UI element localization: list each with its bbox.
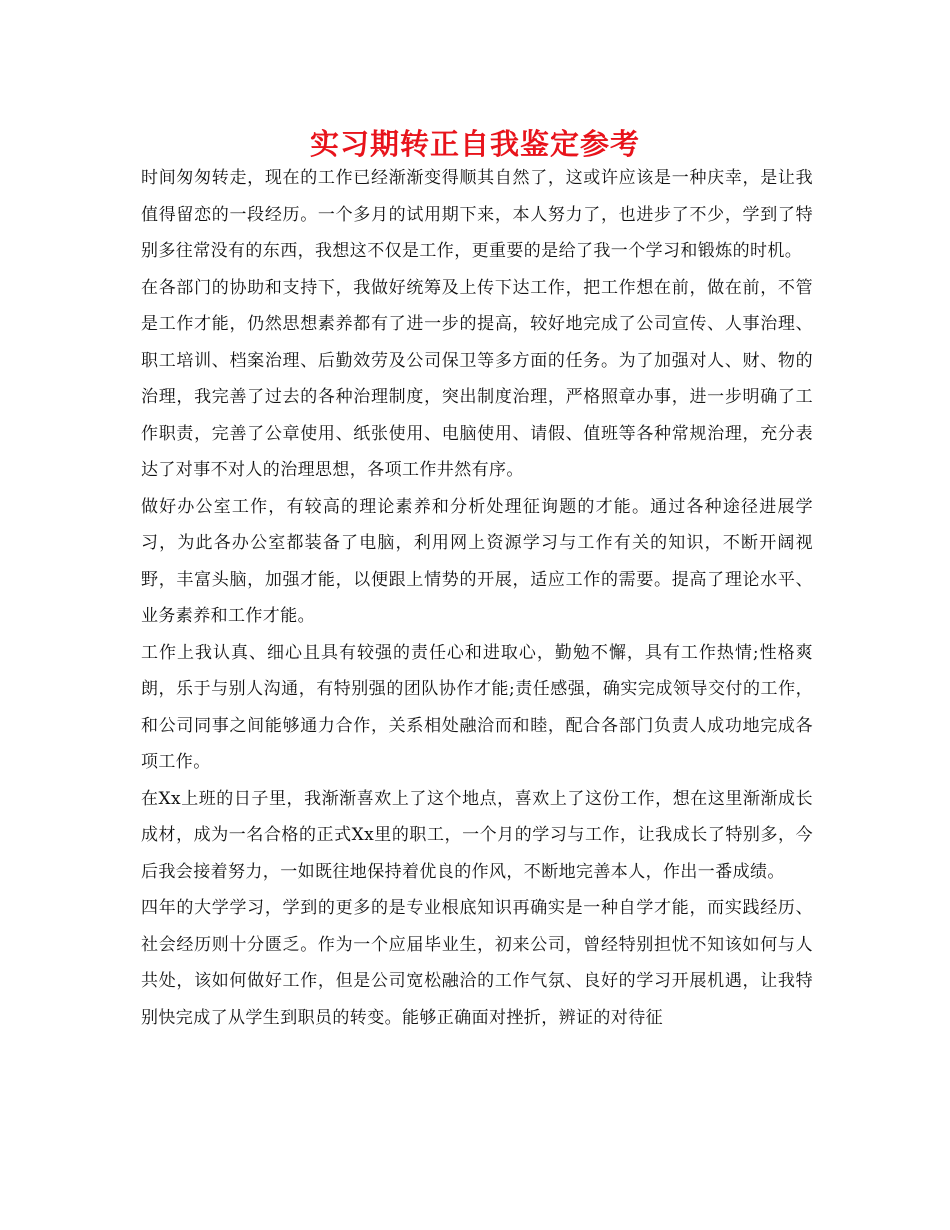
paragraph: 工作上我认真、细心且具有较强的责任心和进取心，勤勉不懈，具有工作热情;性格爽朗，乐于与别人沟通，有特别强的团队协作才能;责任感强，确实完成领导交付的工作，和公司同事之间能够通力合作，关系相处融洽而和睦，配合各部门负责人成功地完成各项工作。 bbox=[141, 642, 813, 772]
document-title: 实习期转正自我鉴定参考 bbox=[309, 127, 640, 161]
document-body bbox=[141, 160, 813, 1036]
paragraph: 在Xx上班的日子里，我渐渐喜欢上了这个地点，喜欢上了这份工作，想在这里渐渐成长成材，成为一名合格的正式Xx里的职工，一个月的学习与工作，让我成长了特别多，今后我会接着努力，一如既往地保持着优良的作风，不断地完善本人，作出一番成绩。 bbox=[141, 788, 813, 882]
paragraph: 时间匆匆转走，现在的工作已经渐渐变得顺其自然了，这或许应该是一种庆幸，是让我值得留恋的一段经历。一个多月的试用期下来，本人努力了，也进步了不少，学到了特别多往常没有的东西，我想这不仅是工作，更重要的是给了我一个学习和锻炼的时机。 bbox=[141, 168, 813, 261]
paragraph: 做好办公室工作，有较高的理论素养和分析处理征询题的才能。通过各种途径进展学习，为此各办公室都装备了电脑，利用网上资源学习与工作有关的知识，不断开阔视野，丰富头脑，加强才能，以便跟上情势的开展，适应工作的需要。提高了理论水平、业务素养和工作才能。 bbox=[141, 496, 813, 626]
paragraph: 四年的大学学习，学到的更多的是专业根底知识再确实是一种自学才能，而实践经历、社会经历则十分匮乏。作为一个应届毕业生，初来公司，曾经特别担忧不知该如何与人共处，该如何做好工作，但是公司宽松融洽的工作气氛、良好的学习开展机遇，让我特别快完成了从学生到职员的转变。能够正确面对挫折，辨证的对待征 bbox=[141, 898, 813, 1028]
paragraph: 在各部门的协助和支持下，我做好统筹及上传下达工作，把工作想在前，做在前，不管是工作才能，仍然思想素养都有了进一步的提高，较好地完成了公司宣传、人事治理、职工培训、档案治理、后勤效劳及公司保卫等多方面的任务。为了加强对人、财、物的治理，我完善了过去的各种治理制度，突出制度治理，严格照章办事，进一步明确了工作职责，完善了公章使用、纸张使用、电脑使用、请假、值班等各种常规治理，充分表达了对事不对人的治理思想，各项工作井然有序。 bbox=[141, 277, 813, 480]
